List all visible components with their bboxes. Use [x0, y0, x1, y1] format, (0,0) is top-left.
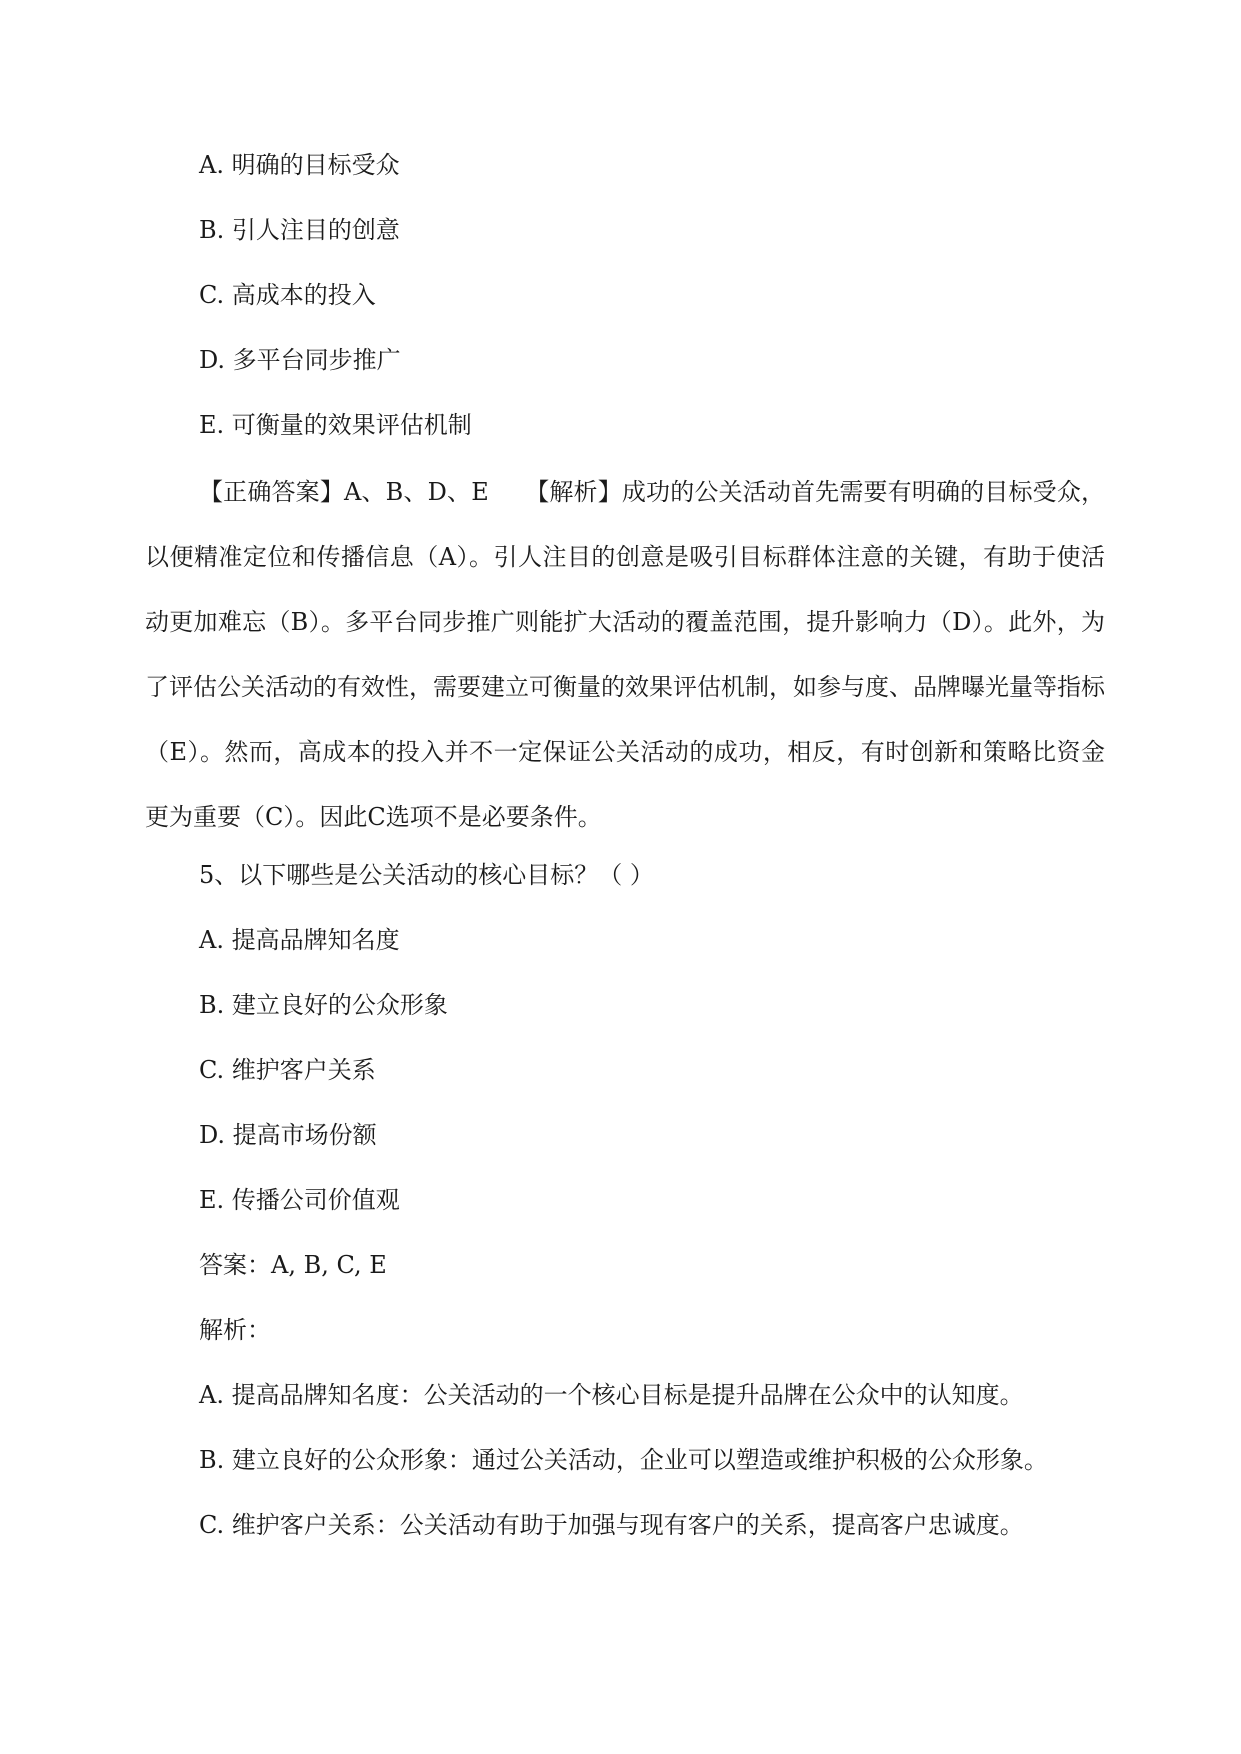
q4-option-d: D. 多平台同步推广	[199, 346, 401, 374]
q5-explanation-b: B. 建立良好的公众形象：通过公关活动，企业可以塑造或维护积极的公众形象。	[199, 1446, 1048, 1474]
q4-answer-explanation: 【正确答案】A、B、D、E 【解析】成功的公关活动首先需要有明确的目标受众，以便精准定位和传播信息（A）。引人注目的创意是吸引目标群体注意的关键，有助于使活动更加难忘（B）。多平台同步推广则能扩大活动的覆盖范围，提升影响力（D）。此外，为了评估公关活动的有效性，需要建立可衡量的效果评估机制，如参与度、品牌曝光量等指标（E）。然而，高成本的投入并不一定保证公关活动的成功，相反，有时创新和策略比资金更为重要（C）。因此C选项不是必要条件。	[145, 478, 1105, 831]
q5-option-d: D. 提高市场份额	[199, 1121, 377, 1149]
q5-answer: 答案：A, B, C, E	[199, 1251, 387, 1279]
q5-option-b: B. 建立良好的公众形象	[199, 991, 448, 1019]
q5-option-a: A. 提高品牌知名度	[199, 926, 400, 954]
q5-explanation-label: 解析：	[199, 1316, 271, 1344]
q4-option-a: A. 明确的目标受众	[199, 151, 400, 179]
q4-option-c: C. 高成本的投入	[199, 281, 376, 309]
q5-question: 5、以下哪些是公关活动的核心目标？（ ）	[199, 861, 654, 889]
q5-explanation-a: A. 提高品牌知名度：公关活动的一个核心目标是提升品牌在公众中的认知度。	[199, 1381, 1024, 1409]
q5-explanation-c: C. 维护客户关系：公关活动有助于加强与现有客户的关系，提高客户忠诚度。	[199, 1511, 1024, 1539]
q5-option-e: E. 传播公司价值观	[199, 1186, 400, 1214]
q5-option-c: C. 维护客户关系	[199, 1056, 376, 1084]
q4-option-e: E. 可衡量的效果评估机制	[199, 411, 472, 439]
q4-option-b: B. 引人注目的创意	[199, 216, 400, 244]
